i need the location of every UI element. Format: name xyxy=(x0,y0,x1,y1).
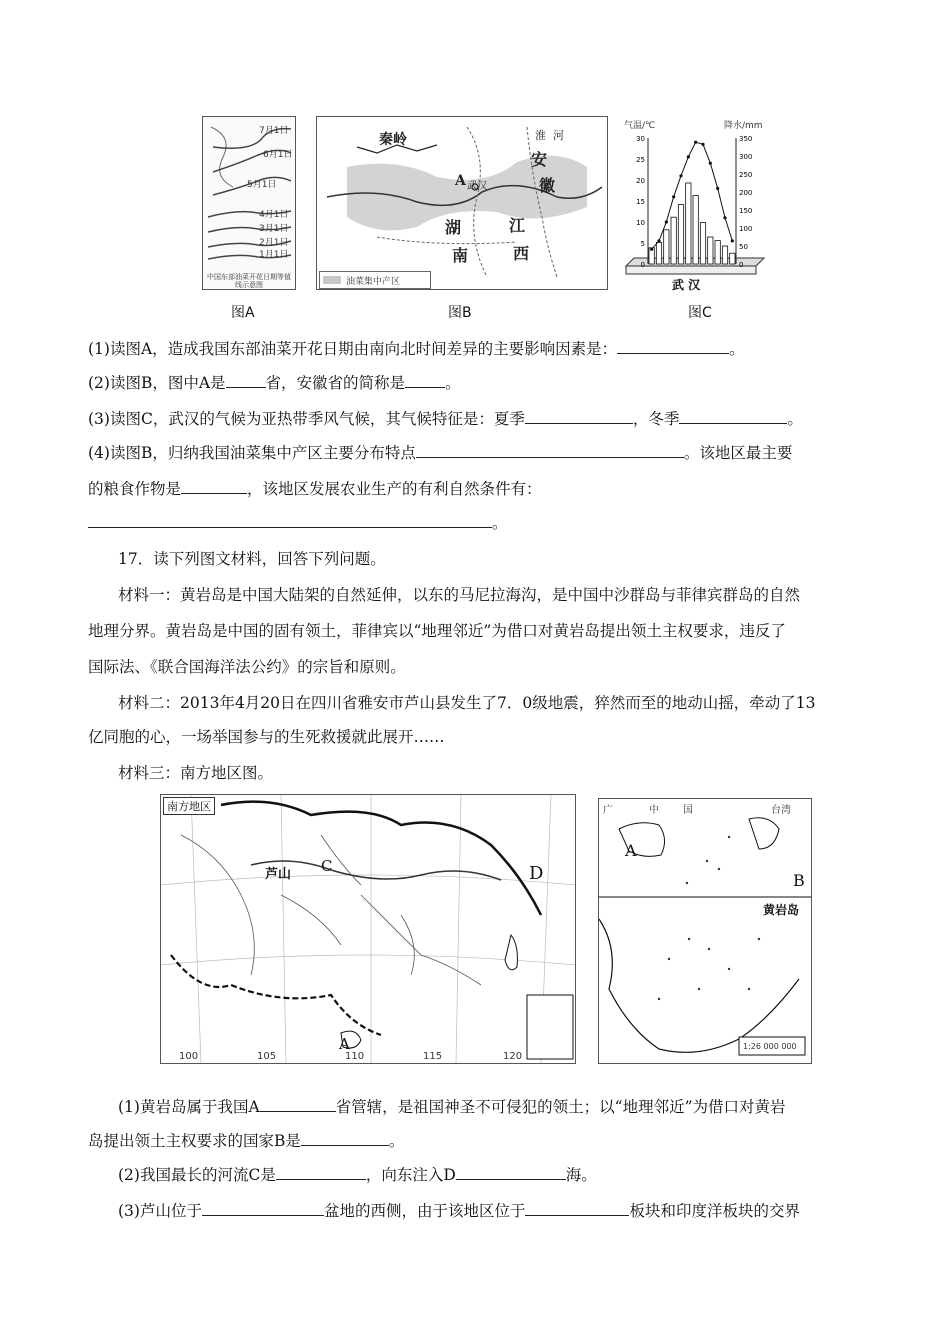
q16-4 xyxy=(88,442,792,464)
figure-a-legend: 中国东部油菜开花日期等值线示意图 xyxy=(207,273,291,289)
q17-2-text-b: ，向东注入D xyxy=(365,1166,456,1184)
answer-blank[interactable] xyxy=(88,513,492,528)
q16-1 xyxy=(88,338,745,360)
precip-bar xyxy=(686,183,691,264)
inset-label: 国 xyxy=(683,805,693,816)
inset-label: 台湾 xyxy=(771,805,791,816)
temp-point xyxy=(687,155,690,158)
q17-m2-l1: 材料二：2013年4月20日在四川省雅安市芦山县发生了7．0级地震，猝然而至的地动山摇，牵动了13 xyxy=(118,694,816,712)
date-label: 4月1日 xyxy=(259,210,289,220)
q16-4-text: (4)读图B，归纳我国油菜集中产区主要分布特点 xyxy=(88,444,416,462)
answer-blank[interactable] xyxy=(301,1131,389,1146)
precip-bar xyxy=(656,242,661,264)
punct: 。 xyxy=(787,410,803,428)
precip-tick: 300 xyxy=(739,153,753,161)
precip-bar xyxy=(693,196,698,264)
precip-tick: 150 xyxy=(739,207,753,215)
temp-point xyxy=(694,141,697,144)
temp-point xyxy=(665,220,668,223)
precip-bar xyxy=(664,230,669,264)
lon-label: 100 xyxy=(179,1051,199,1062)
q17-m1-l3: 国际法、《联合国海洋法公约》的宗旨和原则。 xyxy=(88,658,406,676)
q17-2-text: (2)我国最长的河流C是 xyxy=(118,1166,276,1184)
q17-3 xyxy=(118,1200,800,1222)
temp-point xyxy=(709,162,712,165)
answer-blank[interactable] xyxy=(456,1165,566,1180)
answer-blank[interactable] xyxy=(405,373,445,388)
answer-blank[interactable] xyxy=(260,1097,336,1112)
figure-b xyxy=(316,116,608,290)
legend-label: 油菜集中产区 xyxy=(346,277,401,287)
precip-axis-label: 降水/mm xyxy=(724,121,763,131)
figure-b-legend xyxy=(319,271,431,289)
label-c: C xyxy=(321,857,333,875)
q17-m1-l2: 地理分界。黄岩岛是中国的固有领土，菲律宾以“地理邻近”为借口对黄岩岛提出领土主权要求，违反了 xyxy=(88,622,786,640)
label-huai: 淮 xyxy=(535,129,546,142)
inset-label-a: A xyxy=(625,841,637,860)
temp-point xyxy=(679,174,682,177)
punct: 。 xyxy=(492,514,508,532)
q16-3-text-b: ，冬季 xyxy=(632,410,680,428)
figure-b-caption: 图B xyxy=(448,305,472,321)
inset-label-b: B xyxy=(793,871,805,890)
temp-point xyxy=(672,195,675,198)
label-jiang: 江 xyxy=(509,216,526,235)
q17-2 xyxy=(118,1164,597,1186)
precip-tick: 350 xyxy=(739,135,753,143)
q17-m2-l2: 亿同胞的心，一场举国参与的生死救援就此展开…… xyxy=(88,728,445,746)
temp-tick: 20 xyxy=(636,177,645,185)
date-label: 2月1日 xyxy=(259,238,289,248)
legend-swatch xyxy=(323,276,341,284)
temp-point xyxy=(650,248,653,251)
answer-blank[interactable] xyxy=(276,1165,366,1180)
date-label: 7月1日 xyxy=(259,126,289,136)
lon-label: 115 xyxy=(423,1051,443,1062)
temp-tick: 0 xyxy=(640,261,645,269)
q16-3-text: (3)读图C，武汉的气候为亚热带季风气候，其气候特征是：夏季 xyxy=(88,410,525,428)
date-label: 6月1日 xyxy=(263,150,293,160)
temp-tick: 15 xyxy=(636,198,645,206)
answer-blank[interactable] xyxy=(679,409,787,424)
lushan-label: 芦山 xyxy=(265,867,292,882)
q17-title: 17．读下列图文材料，回答下列问题。 xyxy=(118,550,386,568)
temp-tick: 30 xyxy=(636,135,645,143)
chart-base-front xyxy=(626,266,756,274)
inset-label: 中 xyxy=(649,805,659,816)
q17-m1-l1: 材料一：黄岩岛是中国大陆架的自然延伸，以东的马尼拉海沟，是中国中沙群岛与菲律宾群岛的自然 xyxy=(118,586,801,604)
south-china-map-graphic xyxy=(161,795,575,1063)
punct: 。 xyxy=(729,340,745,358)
answer-blank[interactable] xyxy=(525,409,633,424)
map-title: 南方地区 xyxy=(163,797,215,815)
temp-tick: 5 xyxy=(640,240,645,248)
figure-c-caption: 图C xyxy=(688,305,712,321)
q16-4-text-b: 。该地区最主要 xyxy=(683,444,793,462)
precip-bar xyxy=(708,237,713,264)
inset-huangyan: 黄岩岛 xyxy=(763,903,800,917)
q17-1-text: (1)黄岩岛属于我国A xyxy=(118,1098,260,1116)
lon-label: 105 xyxy=(257,1051,277,1062)
label-a-point: A xyxy=(455,173,466,189)
temp-point xyxy=(716,187,719,190)
q16-2-text-b: 省，安徽省的简称是 xyxy=(265,374,406,392)
precip-tick: 250 xyxy=(739,171,753,179)
figure-a-caption: 图A xyxy=(231,305,255,321)
q17-1-text-c: 岛提出领土主权要求的国家B是 xyxy=(88,1132,301,1150)
q16-4-answer-line xyxy=(88,512,508,534)
temp-tick: 25 xyxy=(636,156,645,164)
q16-3 xyxy=(88,408,803,430)
precip-bar xyxy=(730,253,735,264)
temp-tick: 10 xyxy=(636,219,645,227)
label-hui: 徽 xyxy=(539,176,556,195)
temp-point xyxy=(723,216,726,219)
q17-3-text: (3)芦山位于 xyxy=(118,1202,202,1220)
figure-a-isolines xyxy=(203,117,295,289)
answer-blank[interactable] xyxy=(525,1201,629,1216)
inset-map xyxy=(598,798,812,1064)
punct: 海。 xyxy=(565,1166,597,1184)
answer-blank[interactable] xyxy=(202,1201,324,1216)
figure-a xyxy=(202,116,296,290)
answer-blank[interactable] xyxy=(617,339,729,354)
label-an: 安 xyxy=(531,150,548,169)
precip-bar xyxy=(678,205,683,264)
lon-label: 110 xyxy=(345,1051,365,1062)
precip-tick: 0 xyxy=(739,261,744,269)
date-label: 3月1日 xyxy=(259,224,289,234)
lon-label: 120 xyxy=(503,1051,523,1062)
q17-1 xyxy=(118,1096,786,1118)
date-label: 5月1日 xyxy=(247,180,277,190)
figure-c xyxy=(624,116,766,292)
chart-c-city: 武 汉 xyxy=(672,278,701,292)
answer-blank[interactable] xyxy=(416,443,684,458)
q17-m3: 材料三：南方地区图。 xyxy=(118,764,274,782)
q16-4-text-c: 的粮食作物是 xyxy=(88,480,182,498)
label-a: A xyxy=(339,1035,350,1053)
temp-point xyxy=(731,239,734,242)
label-wuhan: 武汉 xyxy=(467,181,487,192)
q17-1-text-b: 省管辖，是祖国神圣不可侵犯的领土；以“地理邻近”为借口对黄岩 xyxy=(335,1098,786,1116)
label-nan: 南 xyxy=(452,246,469,265)
inset-scale: 1:26 000 000 xyxy=(743,1042,797,1051)
q17-3-text-b: 盆地的西侧，由于该地区位于 xyxy=(323,1202,526,1220)
q16-2-text: (2)读图B，图中A是 xyxy=(88,374,226,392)
q16-4-text-d: ，该地区发展农业生产的有利自然条件有： xyxy=(247,480,542,498)
temp-point xyxy=(701,143,704,146)
precip-bar xyxy=(715,241,720,264)
inset-map-graphic xyxy=(599,799,811,1063)
south-china-map xyxy=(160,794,576,1064)
precip-tick: 200 xyxy=(739,189,753,197)
date-label: 1月1日 xyxy=(259,250,289,260)
label-xi: 西 xyxy=(513,244,530,263)
punct: 。 xyxy=(445,374,461,392)
climate-chart xyxy=(624,116,766,292)
precip-bar xyxy=(722,246,727,264)
precip-bar xyxy=(671,217,676,264)
q16-2 xyxy=(88,372,461,394)
label-hu: 湖 xyxy=(445,218,462,237)
q17-3-text-c: 板块和印度洋板块的交界 xyxy=(629,1202,800,1220)
q16-4-cont xyxy=(88,478,542,500)
precip-tick: 100 xyxy=(739,225,753,233)
q16-1-text: (1)读图A，造成我国东部油菜开花日期由南向北时间差异的主要影响因素是： xyxy=(88,340,618,358)
label-he: 河 xyxy=(553,129,564,142)
label-qinling: 秦岭 xyxy=(379,132,407,148)
answer-blank[interactable] xyxy=(181,479,247,494)
answer-blank[interactable] xyxy=(226,373,266,388)
inset-label: 广 xyxy=(603,805,613,816)
label-d: D xyxy=(529,863,544,884)
punct: 。 xyxy=(388,1132,405,1150)
precip-tick: 50 xyxy=(739,243,748,251)
temp-point xyxy=(657,239,660,242)
q17-1-cont xyxy=(88,1130,404,1152)
precip-bar xyxy=(700,223,705,264)
temp-axis-label: 气温/℃ xyxy=(624,121,656,131)
